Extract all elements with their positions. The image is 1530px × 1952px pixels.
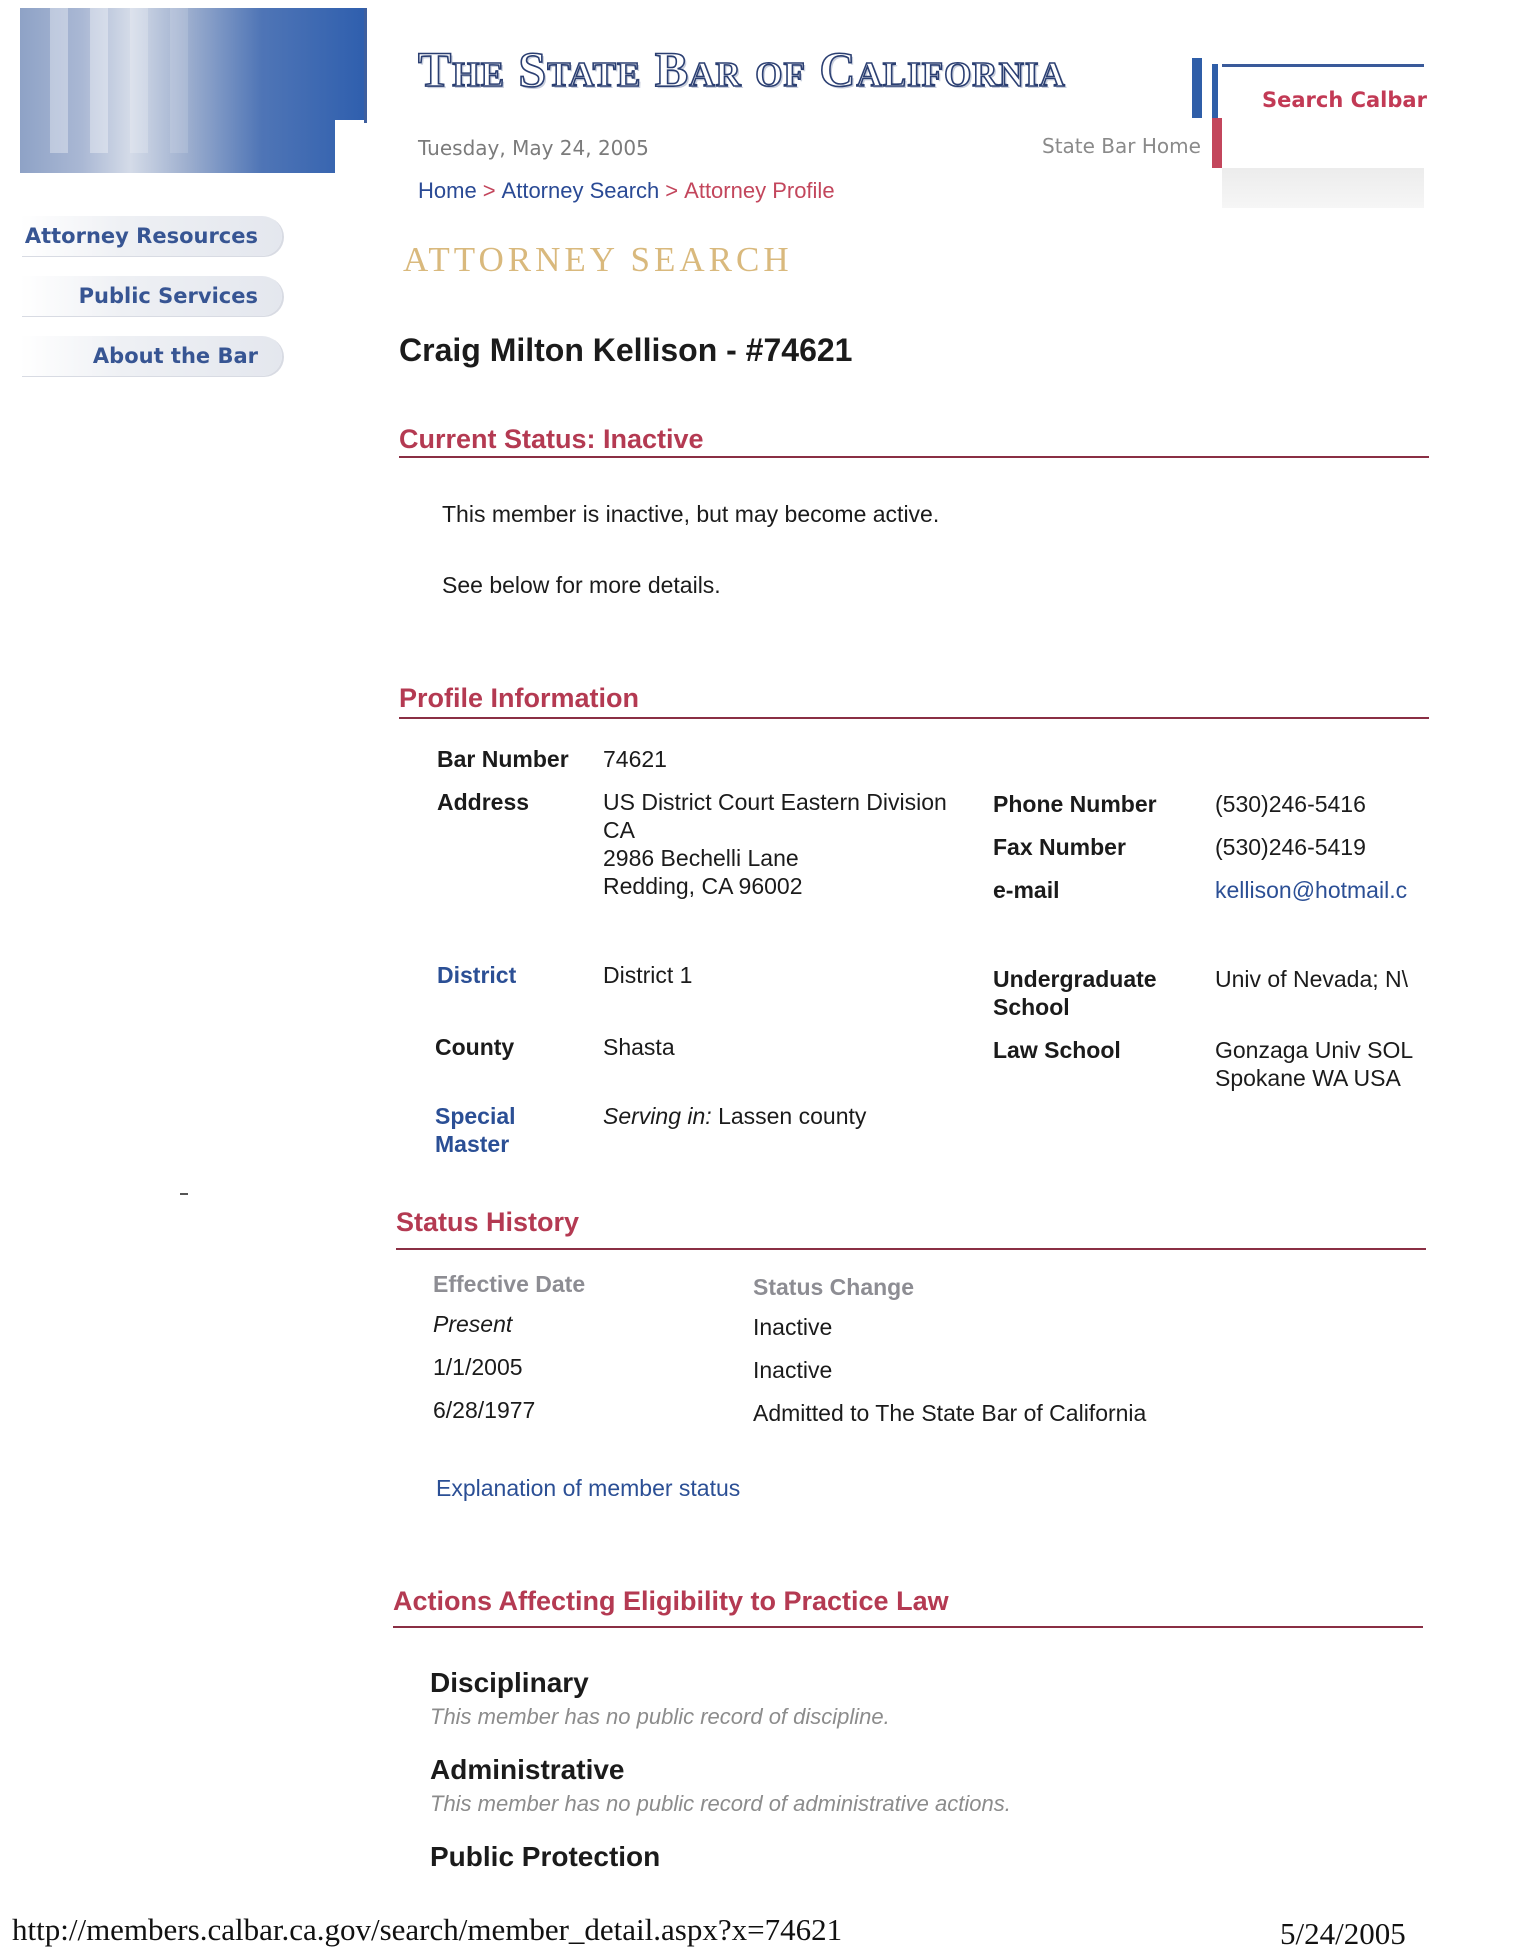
current-status-heading: Current Status: Inactive [399, 424, 704, 454]
section-divider [393, 1626, 1423, 1628]
county-label: County [435, 1034, 515, 1060]
state-bar-home-link[interactable]: State Bar Home [1042, 134, 1201, 158]
county-value: Shasta [603, 1034, 675, 1060]
special-master-link-line2[interactable]: Master [435, 1131, 510, 1157]
address-line: Redding, CA 96002 [603, 873, 803, 899]
undergrad-value: Univ of Nevada; N\ [1215, 966, 1409, 992]
address-line: 2986 Bechelli Lane [603, 845, 799, 871]
breadcrumb [418, 178, 835, 204]
history-date: 6/28/1977 [433, 1397, 536, 1423]
administrative-note: This member has no public record of administrative actions. [430, 1791, 1011, 1816]
section-divider [396, 1248, 1426, 1250]
nav-attorney-resources[interactable]: Attorney Resources [20, 216, 282, 256]
undergrad-label: Undergraduate [993, 966, 1157, 992]
history-change: Inactive [753, 1357, 833, 1383]
public-protection-heading: Public Protection [430, 1841, 661, 1872]
section-divider [399, 456, 1429, 458]
law-school-value: Gonzaga Univ SOL [1215, 1037, 1414, 1063]
breadcrumb-home[interactable]: Home [418, 178, 477, 203]
district-link[interactable]: District [437, 962, 517, 988]
serving-in [603, 1103, 866, 1130]
special-master-link[interactable]: Special [435, 1103, 516, 1129]
breadcrumb-separator: > [665, 178, 679, 203]
footer-url: http://members.calbar.ca.gov/search/member_detail.aspx?x=74621 [12, 1912, 843, 1947]
fax-label: Fax Number [993, 834, 1126, 860]
history-date: Present [433, 1311, 513, 1337]
status-message: This member is inactive, but may become active. [442, 501, 940, 527]
bar-number-label: Bar Number [437, 746, 569, 772]
undergrad-label-line2: School [993, 994, 1070, 1020]
current-date: Tuesday, May 24, 2005 [418, 136, 649, 160]
footer-date: 5/24/2005 [1280, 1916, 1406, 1951]
right-edge-clip [1425, 740, 1530, 1120]
history-change: Inactive [753, 1314, 833, 1340]
district-value: District 1 [603, 962, 693, 988]
scan-artifact [180, 1193, 188, 1195]
email-link[interactable]: kellison@hotmail.c [1215, 877, 1408, 903]
nav-about-the-bar[interactable]: About the Bar [20, 336, 282, 376]
status-history-heading: Status History [396, 1207, 580, 1237]
disciplinary-heading: Disciplinary [430, 1667, 589, 1698]
state-bar-logo-image [20, 8, 365, 173]
law-school-label: Law School [993, 1037, 1121, 1063]
fax-value: (530)246-5419 [1215, 834, 1366, 860]
status-change-header: Status Change [753, 1274, 915, 1300]
actions-heading: Actions Affecting Eligibility to Practice Law [393, 1586, 949, 1616]
address-line: US District Court Eastern Division [603, 789, 947, 815]
search-calbar-link[interactable]: Search Calbar [1262, 88, 1427, 112]
section-divider [399, 717, 1429, 719]
history-change: Admitted to The State Bar of California [753, 1400, 1147, 1426]
nav-public-services[interactable]: Public Services [20, 276, 282, 316]
phone-value: (530)246-5416 [1215, 791, 1366, 817]
status-details-note: See below for more details. [442, 572, 721, 598]
history-date: 1/1/2005 [433, 1354, 523, 1380]
phone-label: Phone Number [993, 791, 1157, 817]
logo-divider [364, 8, 367, 123]
email-label: e-mail [993, 877, 1060, 903]
breadcrumb-current: Attorney Profile [684, 178, 835, 203]
attorney-name: Craig Milton Kellison - #74621 [399, 332, 853, 368]
breadcrumb-attorney-search[interactable]: Attorney Search [501, 178, 660, 203]
law-school-location: Spokane WA USA [1215, 1065, 1401, 1091]
administrative-heading: Administrative [430, 1754, 625, 1785]
address-line: CA [603, 817, 635, 843]
address-label: Address [437, 789, 530, 815]
logo-notch [335, 120, 370, 175]
site-title: The State Bar of California [418, 41, 1066, 97]
breadcrumb-separator: > [482, 178, 496, 203]
serving-in-value: Lassen county [718, 1103, 867, 1129]
section-banner: ATTORNEY SEARCH [403, 240, 793, 279]
disciplinary-note: This member has no public record of discipline. [430, 1704, 890, 1729]
bar-number-value: 74621 [603, 746, 667, 772]
explanation-member-status-link[interactable]: Explanation of member status [436, 1475, 741, 1501]
effective-date-header: Effective Date [433, 1271, 586, 1297]
serving-in-label: Serving in: [603, 1103, 712, 1129]
profile-heading: Profile Information [399, 683, 640, 713]
search-box [1192, 58, 1424, 208]
